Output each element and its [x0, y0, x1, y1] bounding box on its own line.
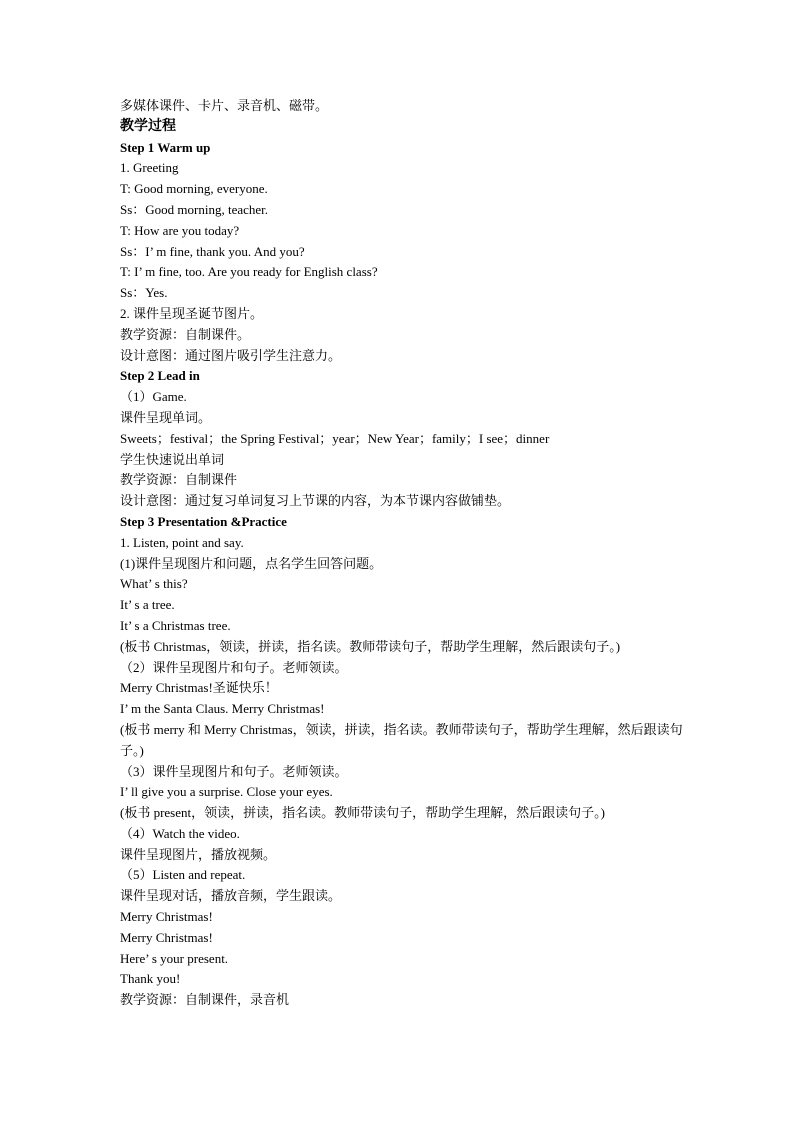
text-line: 2. 课件呈现圣诞节图片。: [120, 305, 264, 321]
text-line: What’ s this?: [120, 576, 188, 592]
text-line: Ss：Yes.: [120, 285, 168, 301]
text-line: 课件呈现图片，播放视频。: [120, 846, 277, 862]
text-line: T: Good morning, everyone.: [120, 181, 268, 197]
document-body: [120, 96, 690, 1011]
materials-line: 多媒体课件、卡片、录音机、磁带。: [120, 98, 329, 113]
text-line: T: I’ m fine, too. Are you ready for English class?: [120, 264, 378, 280]
text-line: Ss：Good morning, teacher.: [120, 201, 269, 217]
text-line: It’ s a tree.: [120, 597, 175, 613]
text-line: 1. Listen, point and say.: [120, 534, 244, 550]
text-line: 课件呈现单词。: [120, 409, 212, 425]
text-line: It’ s a Christmas tree.: [120, 617, 231, 633]
text-line: 设计意图：通过图片吸引学生注意力。: [120, 347, 342, 363]
text-line: （4）Watch the video.: [120, 825, 240, 841]
text-line: （3）课件呈现图片和句子。老师领读。: [120, 763, 348, 779]
text-line: Ss：I’ m fine, thank you. And you?: [120, 243, 305, 259]
text-line: (板书 merry 和 Merry Christmas，领读，拼读，指名读。教师带读句子，帮助学生理解，然后跟读句子。): [120, 721, 683, 758]
step-heading: Step 2 Lead in: [120, 368, 200, 384]
step-heading: Step 3 Presentation &Practice: [120, 513, 287, 529]
text-line: 课件呈现对话，播放音频，学生跟读。: [120, 888, 342, 904]
text-line: (1)课件呈现图片和问题，点名学生回答问题。: [120, 555, 383, 571]
text-line: 1. Greeting: [120, 160, 179, 176]
text-line: I’ ll give you a surprise. Close your eyes.: [120, 784, 333, 800]
text-line: 设计意图：通过复习单词复习上节课的内容，为本节课内容做铺垫。: [120, 493, 511, 509]
text-line: T: How are you today?: [120, 222, 240, 238]
text-line: 教学资源：自制课件，录音机: [120, 992, 290, 1008]
text-line: (板书 Christmas，领读，拼读，指名读。教师带读句子，帮助学生理解，然后跟读句子。): [120, 638, 621, 654]
text-line: Merry Christmas!: [120, 909, 213, 925]
text-line: 学生快速说出单词: [120, 451, 225, 467]
text-line: （1）Game.: [120, 389, 187, 405]
text-line: (板书 present，领读，拼读，指名读。教师带读句子，帮助学生理解，然后跟读句子。): [120, 805, 605, 821]
text-line: 教学资源：自制课件: [120, 472, 238, 488]
text-line: Here’ s your present.: [120, 950, 229, 966]
text-line: （2）课件呈现图片和句子。老师领读。: [120, 659, 348, 675]
word-list-line: Sweets；festival；the Spring Festival；year；New Year；family；I see；dinner: [120, 430, 550, 446]
text-line: （5）Listen and repeat.: [120, 867, 246, 883]
text-line: Merry Christmas!: [120, 929, 213, 945]
text-line: I’ m the Santa Claus. Merry Christmas!: [120, 701, 325, 717]
section-heading: 教学过程: [120, 118, 176, 134]
text-line: Merry Christmas!圣诞快乐！: [120, 680, 278, 696]
step-heading: Step 1 Warm up: [120, 139, 211, 155]
text-line: Thank you!: [120, 971, 181, 987]
text-line: 教学资源：自制课件。: [120, 326, 251, 342]
